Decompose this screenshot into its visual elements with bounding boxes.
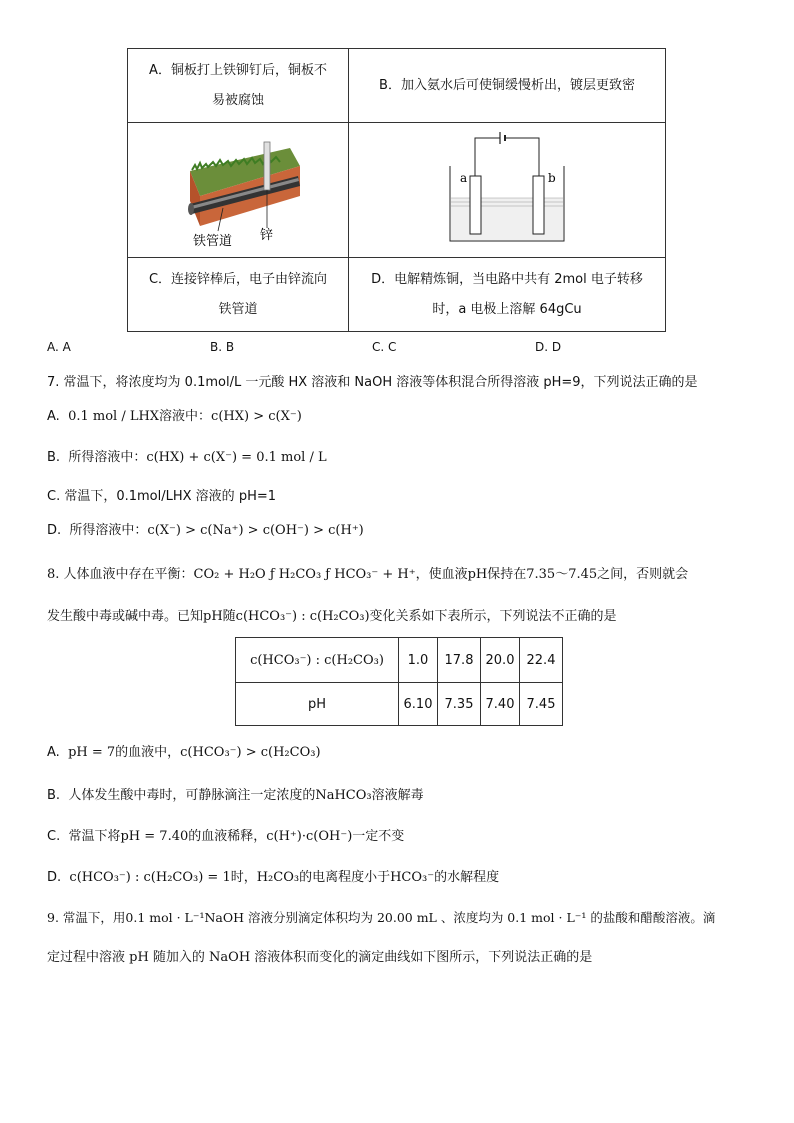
q7-option-c: C. 常温下，0.1mol/LHX 溶液的 pH=1 xyxy=(47,489,277,504)
iron-pipe-zinc-figure xyxy=(168,126,308,251)
q6-choice-b: B. B xyxy=(210,340,235,354)
q8-ph-table xyxy=(235,637,563,726)
ratio-header: c(HCO₃⁻) : c(H₂CO₃) xyxy=(236,638,399,683)
ph-value: 7.40 xyxy=(481,683,520,726)
option-a-cell xyxy=(128,49,349,123)
ph-header: pH xyxy=(236,683,399,726)
q8-option-d: D. c(HCO₃⁻) : c(H₂CO₃) = 1时，H₂CO₃的电离程度小于HCO₃⁻的水解程度 xyxy=(47,870,500,885)
ph-value: 7.35 xyxy=(438,683,481,726)
q8-stem-line1: 8. 人体血液中存在平衡：CO₂ + H₂O ƒ H₂CO₃ ƒ HCO₃⁻ + H⁺，使血液pH保持在7.35～7.45之间，否则就会 xyxy=(47,567,689,582)
ratio-value: 20.0 xyxy=(481,638,520,683)
q8-option-b: B. 人体发生酸中毒时，可静脉滴注一定浓度的NaHCO₃溶液解毒 xyxy=(47,788,424,803)
q6-choice-d: D. D xyxy=(535,340,562,354)
q8-option-a: A. pH = 7的血液中，c(HCO₃⁻) > c(H₂CO₃) xyxy=(47,745,321,760)
option-a-line1: A．铜板打上铁铆钉后，铜板不 xyxy=(149,62,327,78)
zinc-label: 锌 xyxy=(260,227,274,243)
electrode-b-label: b xyxy=(548,170,556,185)
ratio-value: 1.0 xyxy=(399,638,438,683)
iron-pipe-label: 铁管道 xyxy=(193,233,233,249)
option-d-line1: D．电解精炼铜，当电路中共有 2mol 电子转移 xyxy=(371,271,643,287)
option-c-line2: 铁管道 xyxy=(218,301,258,317)
q6-options-table xyxy=(127,48,666,332)
q8-stem-line2: 发生酸中毒或碱中毒。已知pH随c(HCO₃⁻) : c(H₂CO₃)变化关系如下表所示，下列说法不正确的是 xyxy=(47,609,617,624)
electrolysis-figure-cell xyxy=(349,123,666,258)
option-c-line1: C．连接锌棒后，电子由锌流向 xyxy=(148,271,328,287)
option-d-cell xyxy=(349,258,666,332)
option-a-line2: 易被腐蚀 xyxy=(211,92,264,108)
q8-option-c: C. 常温下将pH = 7.40的血液稀释，c(H⁺)·c(OH⁻)一定不变 xyxy=(47,829,405,844)
pipe-figure-cell xyxy=(128,123,349,258)
option-c-cell xyxy=(128,258,349,332)
q6-choice-c: C. C xyxy=(372,340,397,354)
q7-stem: 7. 常温下，将浓度均为 0.1mol/L 一元酸 HX 溶液和 NaOH 溶液等体积混合所得溶液 pH=9，下列说法正确的是 xyxy=(47,375,698,390)
option-d-line2: 时，a 电极上溶解 64gCu xyxy=(432,301,582,317)
q7-option-b: B. 所得溶液中：c(HX) + c(X⁻) = 0.1 mol / L xyxy=(47,450,327,465)
ratio-value: 22.4 xyxy=(520,638,563,683)
electrode-a-label: a xyxy=(460,170,468,185)
electrolysis-cell-figure xyxy=(442,126,572,251)
option-b-cell xyxy=(349,49,666,123)
q6-choice-a: A. A xyxy=(47,340,71,354)
q9-stem-line2: 定过程中溶液 pH 随加入的 NaOH 溶液体积而变化的滴定曲线如下图所示，下列说法正确的是 xyxy=(47,950,593,965)
q9-stem-line1: 9. 常温下，用0.1 mol · L⁻¹NaOH 溶液分别滴定体积均为 20.00 mL 、浓度均为 0.1 mol · L⁻¹ 的盐酸和醋酸溶液。滴 xyxy=(47,910,716,925)
ph-value: 7.45 xyxy=(520,683,563,726)
q7-option-a: A. 0.1 mol / LHX溶液中：c(HX) > c(X⁻) xyxy=(47,409,302,424)
ph-value: 6.10 xyxy=(399,683,438,726)
q7-option-d: D. 所得溶液中：c(X⁻) > c(Na⁺) > c(OH⁻) > c(H⁺) xyxy=(47,523,364,538)
option-b-text: B．加入氨水后可使铜缓慢析出，镀层更致密 xyxy=(379,77,635,93)
ratio-value: 17.8 xyxy=(438,638,481,683)
